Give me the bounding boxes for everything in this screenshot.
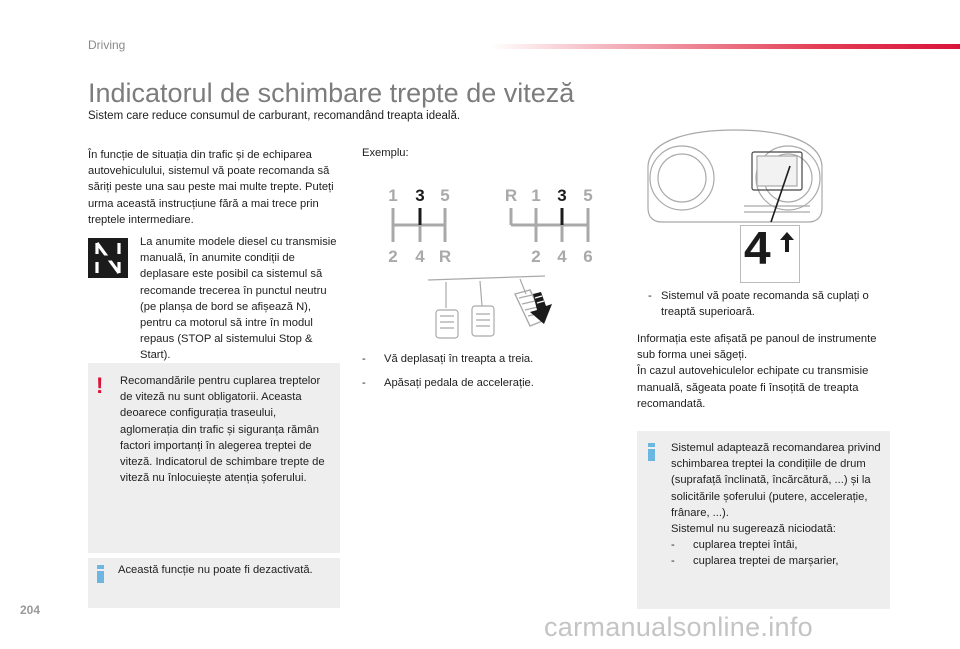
page-subtitle: Sistem care reduce consumul de carburant, recomandând treapta ideală. (88, 110, 461, 122)
instrument-cluster-illustration (640, 126, 830, 226)
gear-6-top-3: 3 (557, 186, 567, 205)
info-icon (648, 443, 655, 461)
gear-5-bot-1: 2 (388, 247, 398, 266)
page-title: Indicatorul de schimbare trepte de viteză (88, 78, 575, 108)
header-gradient-bar (490, 44, 960, 49)
info-adapt-paragraph: Sistemul adaptează recomandarea privind schimbarea treptei la condițiile de drum (suprafață înclinată, încărcătură, ...) și la solicitările șoferului (putere, accelerație, frânare, ...). (671, 442, 881, 519)
display-info-paragraph: Informația este afișată pe panoul de instrumente sub forma unei săgeți. În cazul autovehiculelor echipate cu transmisie manuală, săgeata poate fi însoțită de treapta recomandată. (637, 333, 877, 410)
gear-6-top-1: R (504, 186, 518, 205)
info-disable-text: Această funcție nu poate fi dezactivată. (118, 564, 313, 576)
neutral-indicator-icon (88, 238, 128, 278)
gear-6-top-4: 5 (583, 186, 593, 205)
intro-paragraph: În funcție de situația din trafic și de echiparea autovehiculului, sistemul vă poate recomanda să săriți peste una sau peste mai multe trepte. Puteți urma această instrucțiune fără a mai trece prin treptele intermediare. (88, 149, 334, 226)
pedals-illustration (420, 272, 560, 352)
info-adapt-item-1: - cuplarea treptei întâi, (671, 539, 798, 552)
warning-text: Recomandările pentru cuplarea treptelor de viteză nu sunt obligatorii. Aceasta deoarece configurația traseului, aglomerația din trafic și siguranța rămân factori importanți în alegerea treptei de viteză. Indicatorul de schimbare trepte de viteză nu înlocuiește atenția șoferului. (120, 375, 325, 485)
gear-5-top-1: 1 (388, 186, 398, 205)
gear-5-bot-3: R (438, 247, 452, 266)
info-adapt-paragraph-2: Sistemul nu sugerează niciodată: (671, 523, 836, 536)
section-label: Driving (88, 38, 126, 52)
watermark-text: carmanualsonline.info (544, 612, 813, 642)
gearbox-diagram (380, 180, 620, 270)
diesel-note: La anumite modele diesel cu transmisie manuală, în anumite condiții de deplasare este posibil ca sistemul să recomande trecerea în punctul neutru (pe planșa de bord se afișează N), pentru ca motorul să intre în modul repaus (STOP al sistemului Stop & Start). (140, 236, 337, 362)
info-adapt-item-2: - cuplarea treptei de marșarier, (671, 555, 839, 568)
page-number: 204 (20, 603, 41, 617)
up-arrow-icon (779, 232, 795, 254)
gear-6-bot-3: 6 (583, 247, 593, 266)
gear-6-top-2: 1 (531, 186, 541, 205)
info-icon (97, 565, 104, 583)
gear-5-bot-2: 4 (415, 247, 425, 266)
warning-icon: ! (96, 373, 104, 398)
gear-6-bot-2: 4 (557, 247, 567, 266)
info-adapt-text (671, 440, 885, 570)
gear-5-top-3: 5 (440, 186, 450, 205)
gear-5-top-2: 3 (415, 186, 425, 205)
example-label: Exemplu: (362, 147, 409, 159)
gear-6-bot-1: 2 (531, 247, 541, 266)
gear-display (740, 225, 800, 283)
gear-digit: 4 (743, 225, 772, 279)
